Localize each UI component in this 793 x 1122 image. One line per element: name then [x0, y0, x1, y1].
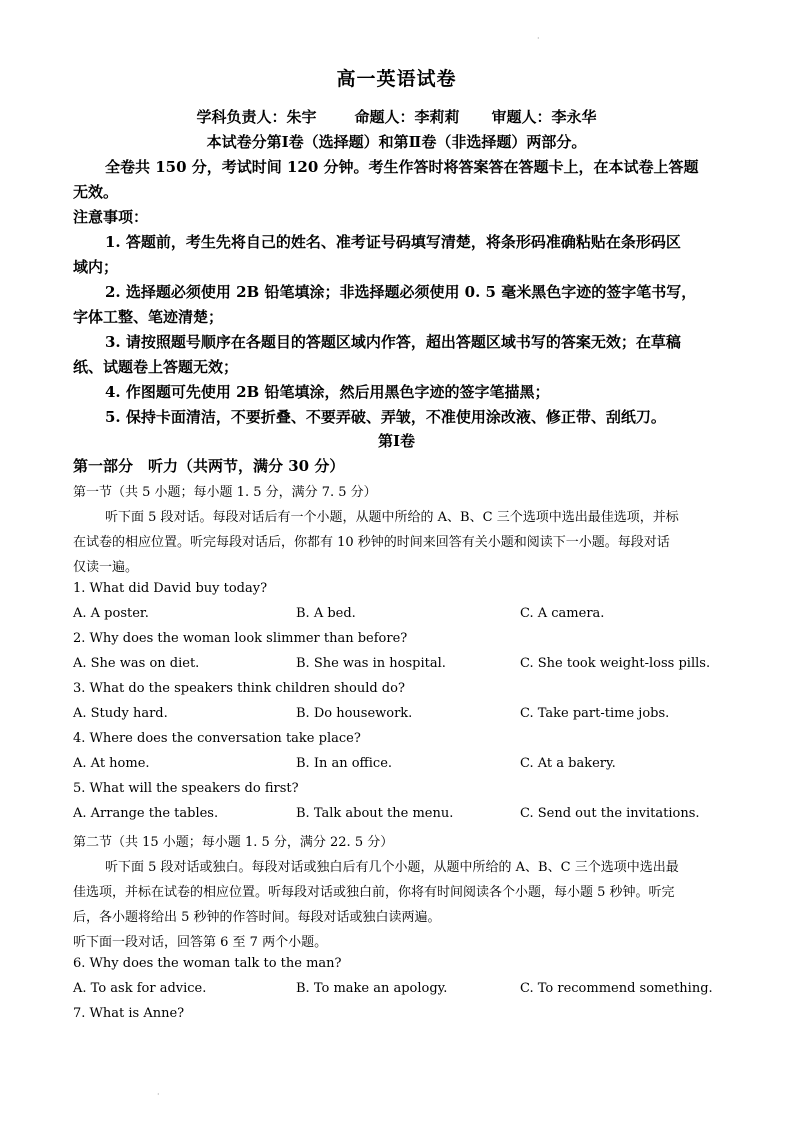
note-line: 5. 保持卡面清洁，不要折叠、不要弄破、弄皱，不准使用涂改液、修正带、刮纸刀。	[105, 408, 666, 426]
section1-instructions: 听下面 5 段对话。每段对话后有一个小题，从题中所给的 A、B、C 三个选项中选出最佳选项，并标	[105, 510, 679, 525]
question-stem: 5. What will the speakers do first?	[73, 781, 299, 796]
section2-instructions: 佳选项，并标在试卷的相应位置。听每段对话或独白前，你将有时间阅读各个小题，每小题 5 秒钟。听完	[73, 885, 675, 900]
option-b: B. To make an apology.	[296, 981, 448, 996]
question-stem: 2. Why does the woman look slimmer than before?	[73, 631, 408, 646]
question-stem: 3. What do the speakers think children should do?	[73, 681, 405, 696]
note-line: 纸、试题卷上答题无效；	[73, 358, 239, 376]
reviewer: 审题人：李永华	[491, 108, 597, 126]
option-b: B. Do housework.	[296, 706, 413, 721]
option-a: A. To ask for advice.	[73, 981, 207, 996]
option-c: C. Take part-time jobs.	[520, 706, 670, 721]
scan-dot: ·	[537, 34, 540, 43]
section1-instructions: 仅读一遍。	[73, 560, 139, 575]
note-line: 3. 请按照题号顺序在各题目的答题区域内作答，超出答题区域书写的答案无效；在草稿	[105, 333, 681, 351]
option-b: B. Talk about the menu.	[296, 806, 454, 821]
notes-heading: 注意事项：	[73, 208, 149, 226]
option-c: C. At a bakery.	[520, 756, 616, 771]
option-a: A. A poster.	[73, 606, 149, 621]
section2-heading: 第二节（共 15 小题；每小题 1. 5 分，满分 22. 5 分）	[73, 835, 394, 850]
structure-note: 本试卷分第Ⅰ卷（选择题）和第Ⅱ卷（非选择题）两部分。	[206, 133, 587, 151]
option-b: B. A bed.	[296, 606, 356, 621]
option-c: C. To recommend something.	[520, 981, 713, 996]
subject-lead: 学科负责人：朱宇	[196, 108, 317, 126]
note-line: 2. 选择题必须使用 2B 铅笔填涂；非选择题必须使用 0. 5 毫米黑色字迹的签字笔书写，	[105, 283, 697, 301]
option-b: B. In an office.	[296, 756, 393, 771]
staff-line	[0, 106, 793, 127]
section1-heading: 第一节（共 5 小题；每小题 1. 5 分，满分 7. 5 分）	[73, 485, 377, 500]
question-stem: 7. What is Anne?	[73, 1006, 185, 1021]
question-stem: 6. Why does the woman talk to the man?	[73, 956, 342, 971]
section1-instructions: 在试卷的相应位置。听完每段对话后，你都有 10 秒钟的时间来回答有关小题和阅读下一小题。每段对话	[73, 535, 670, 550]
option-c: C. She took weight-loss pills.	[520, 656, 711, 671]
note-line: 4. 作图题可先使用 2B 铅笔填涂，然后用黑色字迹的签字笔描黑；	[105, 383, 550, 401]
note-line: 字体工整、笔迹清楚；	[73, 308, 224, 326]
section2-instructions: 后，各小题将给出 5 秒钟的作答时间。每段对话或独白读两遍。	[73, 910, 441, 925]
part1-heading: 第一部分 听力（共两节，满分 30 分）	[73, 457, 345, 475]
question-stem: 1. What did David buy today?	[73, 581, 268, 596]
intro-line-2: 无效。	[73, 183, 119, 201]
setter: 命题人：李莉莉	[354, 108, 460, 126]
volume-heading: 第Ⅰ卷	[377, 432, 416, 450]
note-line: 域内；	[73, 258, 119, 276]
section2-instructions: 听下面 5 段对话或独白。每段对话或独白后有几个小题，从题中所给的 A、B、C 三个选项中选出最	[105, 860, 679, 875]
section2-prompt: 听下面一段对话，回答第 6 至 7 两个小题。	[73, 935, 328, 950]
scan-dot: ·	[157, 1090, 160, 1099]
option-a: A. Study hard.	[73, 706, 168, 721]
note-line: 1. 答题前，考生先将自己的姓名、准考证号码填写清楚，将条形码准确粘贴在条形码区	[105, 233, 681, 251]
option-a: A. She was on diet.	[73, 656, 200, 671]
page-title: 高一英语试卷	[336, 68, 457, 90]
question-stem: 4. Where does the conversation take place?	[73, 731, 361, 746]
option-b: B. She was in hospital.	[296, 656, 446, 671]
option-c: C. Send out the invitations.	[520, 806, 700, 821]
option-a: A. Arrange the tables.	[73, 806, 219, 821]
intro-line-1: 全卷共 150 分，考试时间 120 分钟。考生作答时将答案答在答题卡上，在本试卷上答题	[105, 158, 699, 176]
option-a: A. At home.	[73, 756, 150, 771]
option-c: C. A camera.	[520, 606, 605, 621]
